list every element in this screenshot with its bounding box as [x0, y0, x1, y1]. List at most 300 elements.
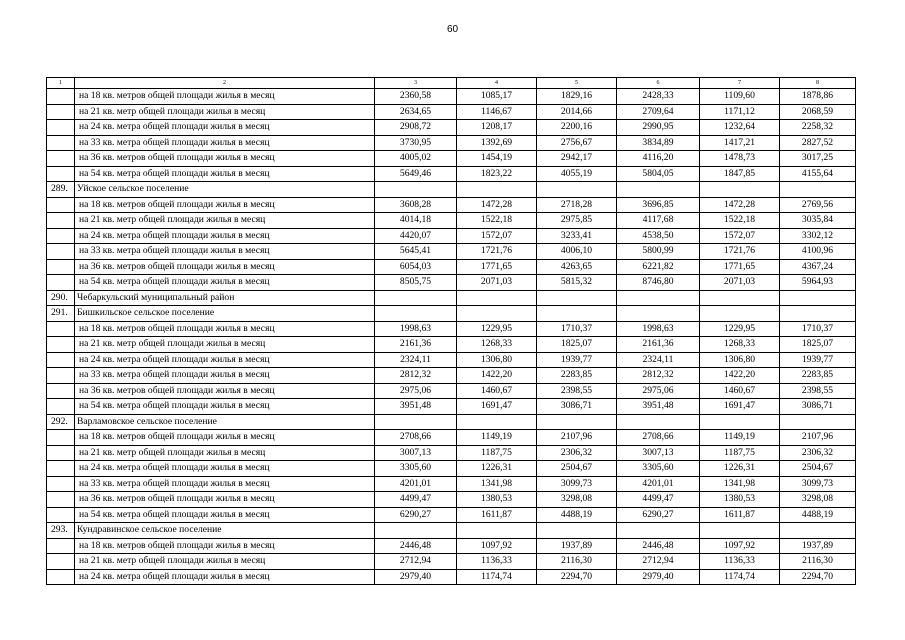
row-label: на 54 кв. метра общей площади жилья в месяц: [75, 399, 375, 415]
value-cell: 3086,71: [537, 399, 617, 415]
value-cell: 2908,72: [375, 120, 457, 136]
value-cell: 3007,13: [617, 445, 700, 461]
value-cell: 2827,52: [780, 135, 856, 151]
value-cell: [375, 414, 457, 430]
row-label: на 21 кв. метр общей площади жилья в месяц: [75, 554, 375, 570]
value-cell: [537, 306, 617, 322]
value-cell: [700, 414, 780, 430]
table-row: [47, 383, 856, 399]
value-cell: 1611,87: [457, 507, 537, 523]
value-cell: 2306,32: [780, 445, 856, 461]
table-row: [47, 135, 856, 151]
column-header: 7: [700, 78, 780, 89]
value-cell: 2975,85: [537, 213, 617, 229]
value-cell: 2975,06: [375, 383, 457, 399]
row-label: на 21 кв. метр общей площади жилья в месяц: [75, 445, 375, 461]
value-cell: [375, 290, 457, 306]
row-index: [47, 166, 75, 182]
value-cell: 4263,65: [537, 259, 617, 275]
value-cell: 5964,93: [780, 275, 856, 291]
row-index: [47, 569, 75, 585]
row-index: 290.: [47, 290, 75, 306]
value-cell: 1522,18: [457, 213, 537, 229]
value-cell: 4499,47: [617, 492, 700, 508]
value-cell: [780, 414, 856, 430]
value-cell: 2071,03: [700, 275, 780, 291]
value-cell: 1229,95: [700, 321, 780, 337]
row-index: [47, 399, 75, 415]
value-cell: [537, 414, 617, 430]
row-label: на 24 кв. метра общей площади жилья в месяц: [75, 120, 375, 136]
value-cell: 2014,66: [537, 104, 617, 120]
value-cell: 1097,92: [457, 538, 537, 554]
row-index: [47, 507, 75, 523]
row-label: на 54 кв. метра общей площади жилья в месяц: [75, 166, 375, 182]
value-cell: 3099,73: [537, 476, 617, 492]
value-cell: 1460,67: [700, 383, 780, 399]
row-label: на 36 кв. метров общей площади жилья в месяц: [75, 259, 375, 275]
value-cell: 1823,22: [457, 166, 537, 182]
value-cell: 4005,02: [375, 151, 457, 167]
value-cell: 2258,32: [780, 120, 856, 136]
value-cell: 2107,96: [537, 430, 617, 446]
row-label: на 54 кв. метра общей площади жилья в месяц: [75, 507, 375, 523]
value-cell: 1174,74: [700, 569, 780, 585]
value-cell: [700, 306, 780, 322]
value-cell: 4055,19: [537, 166, 617, 182]
value-cell: 4420,07: [375, 228, 457, 244]
value-cell: 1229,95: [457, 321, 537, 337]
value-cell: 1422,20: [700, 368, 780, 384]
value-cell: 1146,67: [457, 104, 537, 120]
column-header: 6: [617, 78, 700, 89]
value-cell: [375, 182, 457, 198]
value-cell: 2812,32: [375, 368, 457, 384]
row-label: на 21 кв. метр общей площади жилья в месяц: [75, 337, 375, 353]
value-cell: 1136,33: [457, 554, 537, 570]
row-label: на 33 кв. метра общей площади жилья в месяц: [75, 135, 375, 151]
value-cell: 4117,68: [617, 213, 700, 229]
value-cell: 1306,80: [457, 352, 537, 368]
row-index: 291.: [47, 306, 75, 322]
value-cell: 1939,77: [537, 352, 617, 368]
value-cell: 3298,08: [537, 492, 617, 508]
row-index: [47, 135, 75, 151]
table-row: [47, 569, 856, 585]
row-label: на 33 кв. метра общей площади жилья в месяц: [75, 476, 375, 492]
page-number: 60: [446, 24, 459, 35]
value-cell: 4367,24: [780, 259, 856, 275]
value-cell: 1522,18: [700, 213, 780, 229]
value-cell: 2200,16: [537, 120, 617, 136]
value-cell: 2718,28: [537, 197, 617, 213]
value-cell: 5645,41: [375, 244, 457, 260]
value-cell: 1085,17: [457, 89, 537, 105]
row-label: на 18 кв. метров общей площади жилья в месяц: [75, 89, 375, 105]
value-cell: [537, 523, 617, 539]
value-cell: [780, 182, 856, 198]
row-index: [47, 228, 75, 244]
value-cell: 8505,75: [375, 275, 457, 291]
value-cell: 6290,27: [617, 507, 700, 523]
value-cell: 1998,63: [375, 321, 457, 337]
value-cell: 1721,76: [700, 244, 780, 260]
value-cell: 1149,19: [700, 430, 780, 446]
table-row: [47, 399, 856, 415]
group-title: Бишкильское сельское поселение: [75, 306, 375, 322]
group-title: Кундравинское сельское поселение: [75, 523, 375, 539]
value-cell: 1380,53: [700, 492, 780, 508]
value-cell: 2398,55: [780, 383, 856, 399]
row-index: [47, 554, 75, 570]
row-index: [47, 538, 75, 554]
value-cell: 2324,11: [617, 352, 700, 368]
value-cell: [700, 523, 780, 539]
value-cell: [617, 182, 700, 198]
tariff-table: [46, 77, 856, 585]
group-row: [47, 306, 856, 322]
row-label: на 36 кв. метров общей площади жилья в месяц: [75, 151, 375, 167]
value-cell: 2712,94: [617, 554, 700, 570]
value-cell: 1998,63: [617, 321, 700, 337]
row-index: [47, 151, 75, 167]
row-label: на 24 кв. метра общей площади жилья в месяц: [75, 461, 375, 477]
row-label: на 24 кв. метра общей площади жилья в месяц: [75, 228, 375, 244]
value-cell: 3305,60: [617, 461, 700, 477]
value-cell: 2756,67: [537, 135, 617, 151]
table-row: [47, 476, 856, 492]
value-cell: [375, 523, 457, 539]
group-row: [47, 182, 856, 198]
table-row: [47, 461, 856, 477]
group-row: [47, 290, 856, 306]
value-cell: 2634,65: [375, 104, 457, 120]
row-index: [47, 383, 75, 399]
value-cell: 1341,98: [457, 476, 537, 492]
table-row: [47, 259, 856, 275]
value-cell: 2071,03: [457, 275, 537, 291]
value-cell: 1937,89: [537, 538, 617, 554]
value-cell: [375, 306, 457, 322]
value-cell: [457, 306, 537, 322]
column-header: 2: [75, 78, 375, 89]
value-cell: 5804,05: [617, 166, 700, 182]
value-cell: 1771,65: [700, 259, 780, 275]
value-cell: 6290,27: [375, 507, 457, 523]
row-index: [47, 197, 75, 213]
row-index: [47, 430, 75, 446]
value-cell: 2428,33: [617, 89, 700, 105]
value-cell: 4014,18: [375, 213, 457, 229]
value-cell: 1710,37: [780, 321, 856, 337]
value-cell: 2107,96: [780, 430, 856, 446]
table-row: [47, 352, 856, 368]
row-label: на 18 кв. метров общей площади жилья в месяц: [75, 430, 375, 446]
value-cell: 3007,13: [375, 445, 457, 461]
value-cell: 3099,73: [780, 476, 856, 492]
value-cell: 1454,19: [457, 151, 537, 167]
value-cell: 4155,64: [780, 166, 856, 182]
value-cell: 3730,95: [375, 135, 457, 151]
value-cell: 1097,92: [700, 538, 780, 554]
value-cell: [617, 290, 700, 306]
value-cell: [780, 290, 856, 306]
value-cell: [780, 523, 856, 539]
value-cell: 2360,58: [375, 89, 457, 105]
row-label: на 18 кв. метров общей площади жилья в месяц: [75, 321, 375, 337]
column-header: 1: [47, 78, 75, 89]
value-cell: [617, 523, 700, 539]
group-title: Уйское сельское поселение: [75, 182, 375, 198]
row-index: [47, 120, 75, 136]
value-cell: 1174,74: [457, 569, 537, 585]
row-index: [47, 352, 75, 368]
row-label: на 21 кв. метр общей площади жилья в месяц: [75, 213, 375, 229]
row-index: 292.: [47, 414, 75, 430]
value-cell: 3951,48: [617, 399, 700, 415]
value-cell: [617, 306, 700, 322]
value-cell: 2975,06: [617, 383, 700, 399]
value-cell: 4201,01: [617, 476, 700, 492]
row-index: [47, 89, 75, 105]
value-cell: 1392,69: [457, 135, 537, 151]
row-label: на 33 кв. метра общей площади жилья в месяц: [75, 368, 375, 384]
value-cell: 2161,36: [617, 337, 700, 353]
row-index: 289.: [47, 182, 75, 198]
group-title: Чебаркульский муниципальный район: [75, 290, 375, 306]
table-row: [47, 554, 856, 570]
value-cell: 4116,20: [617, 151, 700, 167]
value-cell: 1691,47: [457, 399, 537, 415]
row-index: 293.: [47, 523, 75, 539]
value-cell: 3834,89: [617, 135, 700, 151]
value-cell: [617, 414, 700, 430]
value-cell: [457, 182, 537, 198]
row-label: на 54 кв. метра общей площади жилья в месяц: [75, 275, 375, 291]
value-cell: 3302,12: [780, 228, 856, 244]
value-cell: 2812,32: [617, 368, 700, 384]
value-cell: 4006,10: [537, 244, 617, 260]
table-row: [47, 337, 856, 353]
value-cell: 1187,75: [700, 445, 780, 461]
value-cell: 5649,46: [375, 166, 457, 182]
row-index: [47, 476, 75, 492]
value-cell: 2116,30: [537, 554, 617, 570]
value-cell: [537, 290, 617, 306]
value-cell: [780, 306, 856, 322]
row-label: на 18 кв. метров общей площади жилья в месяц: [75, 197, 375, 213]
table-row: [47, 213, 856, 229]
value-cell: 1136,33: [700, 554, 780, 570]
value-cell: 1847,85: [700, 166, 780, 182]
value-cell: 2324,11: [375, 352, 457, 368]
row-label: на 36 кв. метров общей площади жилья в месяц: [75, 492, 375, 508]
table-row: [47, 228, 856, 244]
value-cell: 2708,66: [617, 430, 700, 446]
value-cell: 1380,53: [457, 492, 537, 508]
row-index: [47, 213, 75, 229]
table-row: [47, 430, 856, 446]
value-cell: 1611,87: [700, 507, 780, 523]
value-cell: 1417,21: [700, 135, 780, 151]
value-cell: 3035,84: [780, 213, 856, 229]
value-cell: 3305,60: [375, 461, 457, 477]
value-cell: 2709,64: [617, 104, 700, 120]
value-cell: 1149,19: [457, 430, 537, 446]
value-cell: 1422,20: [457, 368, 537, 384]
value-cell: 2942,17: [537, 151, 617, 167]
value-cell: 2398,55: [537, 383, 617, 399]
value-cell: 1460,67: [457, 383, 537, 399]
value-cell: 4538,50: [617, 228, 700, 244]
value-cell: 1939,77: [780, 352, 856, 368]
table-row: [47, 89, 856, 105]
value-cell: 1171,12: [700, 104, 780, 120]
value-cell: 2446,48: [617, 538, 700, 554]
value-cell: [700, 290, 780, 306]
table-row: [47, 492, 856, 508]
column-header: 3: [375, 78, 457, 89]
value-cell: 1878,86: [780, 89, 856, 105]
value-cell: 2283,85: [537, 368, 617, 384]
value-cell: 1187,75: [457, 445, 537, 461]
row-index: [47, 259, 75, 275]
table-body: [47, 89, 856, 585]
value-cell: 2990,95: [617, 120, 700, 136]
row-label: на 24 кв. метра общей площади жилья в месяц: [75, 569, 375, 585]
value-cell: 3951,48: [375, 399, 457, 415]
value-cell: 1341,98: [700, 476, 780, 492]
value-cell: 1937,89: [780, 538, 856, 554]
table-row: [47, 197, 856, 213]
value-cell: 1268,33: [700, 337, 780, 353]
value-cell: 1829,16: [537, 89, 617, 105]
value-cell: 3086,71: [780, 399, 856, 415]
table-row: [47, 166, 856, 182]
value-cell: 1825,07: [537, 337, 617, 353]
row-index: [47, 461, 75, 477]
group-title: Варламовское сельское поселение: [75, 414, 375, 430]
value-cell: 2161,36: [375, 337, 457, 353]
row-index: [47, 337, 75, 353]
table-row: [47, 321, 856, 337]
value-cell: 2712,94: [375, 554, 457, 570]
value-cell: 4201,01: [375, 476, 457, 492]
value-cell: 6054,03: [375, 259, 457, 275]
row-index: [47, 321, 75, 337]
value-cell: 3608,28: [375, 197, 457, 213]
value-cell: 1472,28: [457, 197, 537, 213]
value-cell: 6221,82: [617, 259, 700, 275]
value-cell: 5800,99: [617, 244, 700, 260]
value-cell: 1226,31: [700, 461, 780, 477]
value-cell: 1572,07: [457, 228, 537, 244]
value-cell: 2294,70: [537, 569, 617, 585]
value-cell: 2504,67: [780, 461, 856, 477]
value-cell: 2116,30: [780, 554, 856, 570]
table-row: [47, 104, 856, 120]
value-cell: 4100,96: [780, 244, 856, 260]
value-cell: 1478,73: [700, 151, 780, 167]
value-cell: 1710,37: [537, 321, 617, 337]
group-row: [47, 523, 856, 539]
value-cell: 2708,66: [375, 430, 457, 446]
table-row: [47, 507, 856, 523]
value-cell: [700, 182, 780, 198]
column-header: 8: [780, 78, 856, 89]
value-cell: 3298,08: [780, 492, 856, 508]
value-cell: 1109,60: [700, 89, 780, 105]
value-cell: 3696,85: [617, 197, 700, 213]
value-cell: 1306,80: [700, 352, 780, 368]
value-cell: 2283,85: [780, 368, 856, 384]
value-cell: 3017,25: [780, 151, 856, 167]
table-row: [47, 244, 856, 260]
column-header: 4: [457, 78, 537, 89]
value-cell: 1771,65: [457, 259, 537, 275]
value-cell: 2769,56: [780, 197, 856, 213]
table-row: [47, 120, 856, 136]
row-index: [47, 492, 75, 508]
row-label: на 36 кв. метров общей площади жилья в месяц: [75, 383, 375, 399]
value-cell: 1232,64: [700, 120, 780, 136]
value-cell: 1572,07: [700, 228, 780, 244]
table-row: [47, 368, 856, 384]
value-cell: 2979,40: [617, 569, 700, 585]
row-index: [47, 104, 75, 120]
header-row: [47, 78, 856, 89]
value-cell: 1721,76: [457, 244, 537, 260]
row-index: [47, 275, 75, 291]
group-row: [47, 414, 856, 430]
row-index: [47, 368, 75, 384]
value-cell: 2294,70: [780, 569, 856, 585]
row-label: на 24 кв. метра общей площади жилья в месяц: [75, 352, 375, 368]
value-cell: 8746,80: [617, 275, 700, 291]
row-label: на 18 кв. метров общей площади жилья в месяц: [75, 538, 375, 554]
value-cell: [537, 182, 617, 198]
row-label: на 21 кв. метр общей площади жилья в месяц: [75, 104, 375, 120]
row-index: [47, 445, 75, 461]
value-cell: 1472,28: [700, 197, 780, 213]
value-cell: 1268,33: [457, 337, 537, 353]
table-row: [47, 275, 856, 291]
value-cell: 2504,67: [537, 461, 617, 477]
value-cell: 4488,19: [537, 507, 617, 523]
value-cell: [457, 523, 537, 539]
value-cell: 2306,32: [537, 445, 617, 461]
value-cell: 2446,48: [375, 538, 457, 554]
value-cell: 4488,19: [780, 507, 856, 523]
value-cell: 1825,07: [780, 337, 856, 353]
value-cell: 4499,47: [375, 492, 457, 508]
value-cell: 1208,17: [457, 120, 537, 136]
value-cell: 2979,40: [375, 569, 457, 585]
value-cell: 1226,31: [457, 461, 537, 477]
value-cell: 2068,59: [780, 104, 856, 120]
value-cell: [457, 290, 537, 306]
table-row: [47, 151, 856, 167]
row-index: [47, 244, 75, 260]
value-cell: [457, 414, 537, 430]
value-cell: 3233,41: [537, 228, 617, 244]
value-cell: 1691,47: [700, 399, 780, 415]
table-row: [47, 538, 856, 554]
value-cell: 5815,32: [537, 275, 617, 291]
table-row: [47, 445, 856, 461]
column-header: 5: [537, 78, 617, 89]
row-label: на 33 кв. метра общей площади жилья в месяц: [75, 244, 375, 260]
